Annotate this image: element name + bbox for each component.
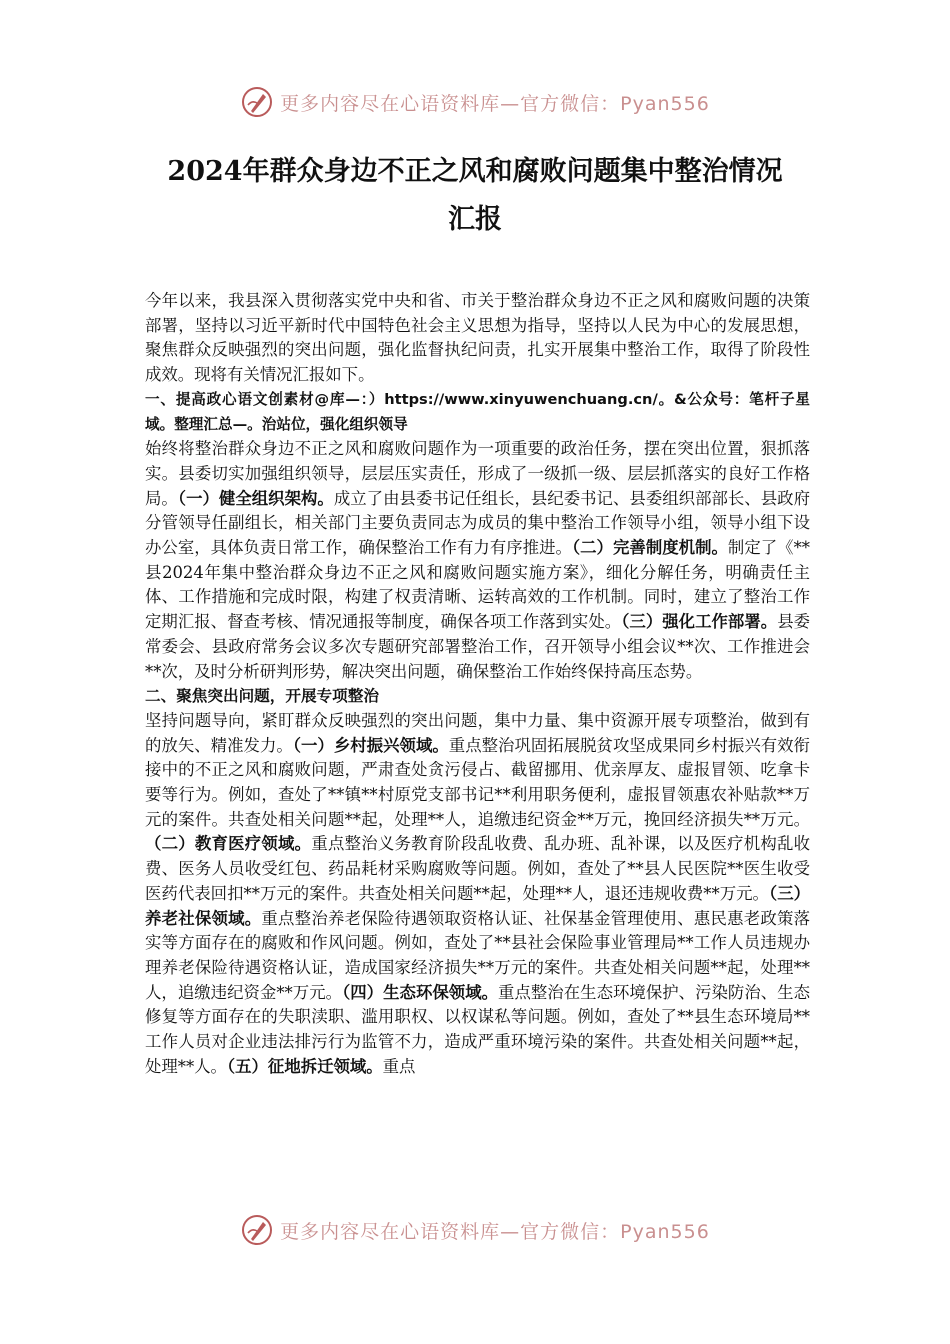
document-title — [0, 148, 950, 244]
document-body — [145, 289, 810, 1080]
section-2-text-6: 重点 — [382, 1056, 416, 1076]
section-1-text-1: 始终将整治群众身边不正之风和腐败问题作为一项重要的政治任务，摆在突出位置，狠抓落实。县委切实加强组织领导，层层压实责任，形成了一级抓一级、层层抓落实的良好工作格局。 — [145, 439, 810, 508]
watermark-banner-bottom — [0, 1208, 950, 1252]
section-2-heading: 二、聚焦突出问题，开展专项整治 — [145, 687, 379, 706]
section-2-paragraph — [145, 709, 810, 1080]
pen-logo-icon — [240, 85, 274, 119]
section-2-text-1: 坚持问题导向，紧盯群众反映强烈的突出问题，集中力量、集中资源开展专项整治，做到有的放矢、精准发力。 — [145, 710, 810, 755]
watermark-text: 更多内容尽在心语资料库—官方微信：Pyan556 — [280, 1220, 710, 1243]
section-2-text-2: 重点整治巩固拓展脱贫攻坚成果同乡村振兴有效衔接中的不正之风和腐败问题，严肃查处贪污侵占、截留挪用、优亲厚友、虚报冒领、吃拿卡要等行为。例如，查处了**镇**村原党支部书记**利用职务便利，虚报冒领惠农补贴款**万元的案件。共查处相关问题**起，处理**人，追缴违纪资金**万元，挽回经济损失**万元。 — [145, 735, 810, 829]
section-1-paragraph — [145, 437, 810, 684]
title-line-2: 汇报 — [448, 204, 502, 235]
section-2-text-5: 重点整治在生态环境保护、污染防治、生态修复等方面存在的失职渎职、滥用职权、以权谋私等问题。例如，查处了**县生态环境局**工作人员对企业违法排污行为监管不力，造成严重环境污染的案件。共查处相关问题**起，处理**人。 — [145, 982, 810, 1076]
pen-logo-icon — [240, 1213, 274, 1247]
section-1-text-3: 制定了《**县2024年集中整治群众身边不正之风和腐败问题实施方案》，细化分解任务，明确责任主体、工作措施和完成时限，构建了权责清晰、运转高效的工作机制。同时，建立了整治工作定期汇报、督查考核、情况通报等制度，确保各项工作落到实处。 — [145, 538, 810, 632]
subheading-mechanism: （二）完善制度机制。 — [571, 538, 728, 558]
section-1-text-2: 成立了由县委书记任组长，县纪委书记、县委组织部部长、县政府分管领导任副组长，相关部门主要负责同志为成员的集中整治工作领导小组，领导小组下设办公室，具体负责日常工作，确保整治工作有力有序推进。 — [145, 488, 810, 558]
subheading-pension: （三）养老社保领域。 — [145, 883, 810, 928]
watermark-text: 更多内容尽在心语资料库—官方微信：Pyan556 — [280, 92, 710, 115]
section-2-text-3: 重点整治义务教育阶段乱收费、乱办班、乱补课，以及医疗机构乱收费、医务人员收受红包、药品耗材采购腐败等问题。例如，查处了**县人民医院**医生收受医药代表回扣**万元的案件。共查处相关问题**起，处理**人，退还违规收费**万元。 — [145, 834, 811, 903]
subheading-environment: （四）生态环保领域。 — [342, 982, 499, 1002]
subheading-rural: （一）乡村振兴领域。 — [292, 735, 449, 755]
intro-paragraph: 今年以来，我县深入贯彻落实党中央和省、市关于整治群众身边不正之风和腐败问题的决策部署，坚持以习近平新时代中国特色社会主义思想为指导，坚持以人民为中心的发展思想，聚焦群众反映强烈的突出问题，强化监督执纪问责，扎实开展集中整治工作，取得了阶段性成效。现将有关情况汇报如下。 — [145, 291, 810, 385]
subheading-deployment: （三）强化工作部署。 — [621, 612, 778, 632]
subheading-organization: （一）健全组织架构。 — [177, 488, 334, 508]
section-1-heading: 一、提高政心语文创素材@库—：）https://www.xinyuwenchuang.cn/。&公众号：笔杆子星域。整理汇总—。治站位，强化组织领导 — [145, 390, 810, 433]
title-line-1: 2024年群众身边不正之风和腐败问题集中整治情况 — [167, 156, 783, 187]
section-1-text-4: 县委常委会、县政府常务会议多次专题研究部署整治工作，召开领导小组会议**次、工作推进会**次，及时分析研判形势，解决突出问题，确保整治工作始终保持高压态势。 — [145, 612, 810, 681]
subheading-land: （五）征地拆迁领域。 — [226, 1056, 383, 1076]
subheading-education-medical: （二）教育医疗领域。 — [145, 834, 312, 854]
watermark-banner-top — [0, 80, 950, 124]
section-2-text-4: 重点整治养老保险待遇领取资格认证、社保基金管理使用、惠民惠老政策落实等方面存在的腐败和作风问题。例如，查处了**县社会保险事业管理局**工作人员违规办理养老保险待遇资格认证，造成国家经济损失**万元的案件。共查处相关问题**起，处理**人，追缴违纪资金**万元。 — [145, 908, 811, 1002]
